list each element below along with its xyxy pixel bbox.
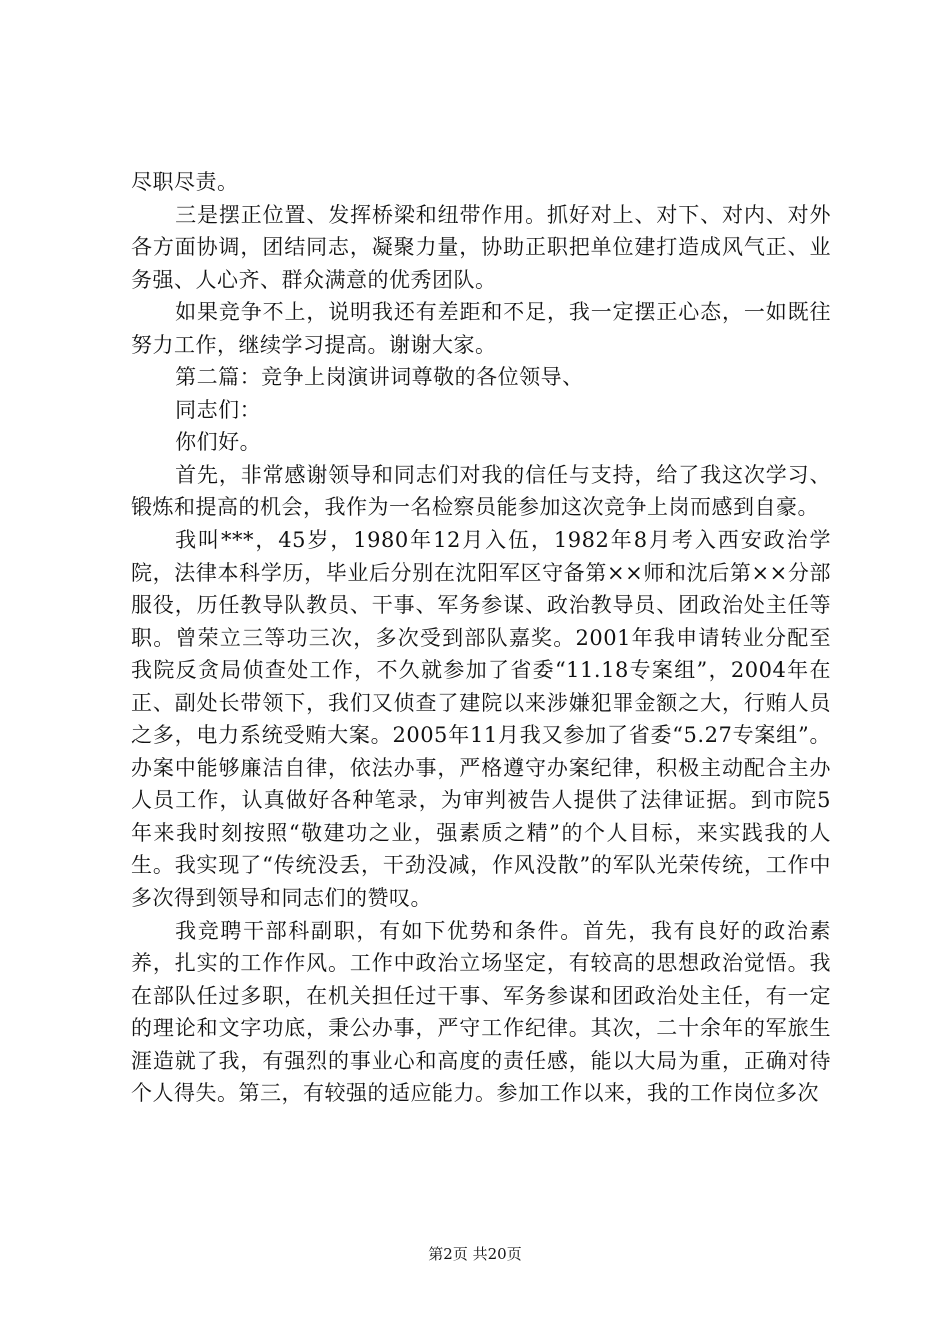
paragraph-6: 你们好。 xyxy=(175,430,262,455)
paragraph-8: 我叫***，45岁，1980年12月入伍，1982年8月考入西安政治学院，法律本科学历，毕业后分别在沈阳军区守备第××师和沈后第××分部服役，历任教导队教员、干事、军务参谋、政治教导员、团政治处主任等职。曾荣立三等功三次，多次受到部队嘉奖。2001年我申请转业分配至我院反贪局侦查处工作，不久就参加了省委“11.18专案组”，2004年在正、副处长带领下，我们又侦查了建院以来涉嫌犯罪金额之大，行贿人员之多，电力系统受贿大案。2005年11月我又参加了省委“5.27专案组”。办案中能够廉洁自律，依法办事，严格遵守办案纪律，积极主动配合主办人员工作，认真做好各种笔录，为审判被告人提供了法律证据。到市院5年来我时刻按照“敬建功之业，强素质之精”的个人目标，来实践我的人生。我实现了“传统没丢，干劲没减，作风没散”的军队光荣传统，工作中多次得到领导和同志们的赞叹。 xyxy=(131,528,831,911)
paragraph-7: 首先，非常感谢领导和同志们对我的信任与支持，给了我这次学习、锻炼和提高的机会，我作为一名检察员能参加这次竞争上岗而感到自豪。 xyxy=(131,462,831,520)
paragraph-5: 同志们： xyxy=(175,397,262,422)
paragraph-2: 三是摆正位置、发挥桥梁和纽带作用。抓好对上、对下、对内、对外各方面协调，团结同志，凝聚力量，协助正职把单位建打造成风气正、业务强、人心齐、群众满意的优秀团队。 xyxy=(131,202,831,292)
page-footer: 第2页 共20页 xyxy=(428,1245,522,1263)
paragraph-9: 我竞聘干部科副职，有如下优势和条件。首先，我有良好的政治素养，扎实的工作作风。工作中政治立场坚定，有较高的思想政治觉悟。我在部队任过多职，在机关担任过干事、军务参谋和团政治处主任，有一定的理论和文字功底，秉公办事，严守工作纪律。其次，二十余年的军旅生涯造就了我，有强烈的事业心和高度的责任感，能以大局为重，正确对待个人得失。第三，有较强的适应能力。参加工作以来，我的工作岗位多次 xyxy=(131,918,831,1106)
paragraph-1: 尽职尽责。 xyxy=(131,170,239,194)
paragraph-4: 第二篇：竞争上岗演讲词尊敬的各位领导、 xyxy=(175,365,584,390)
paragraph-3: 如果竞争不上，说明我还有差距和不足，我一定摆正心态，一如既往努力工作，继续学习提高。谢谢大家。 xyxy=(131,300,831,357)
document-body xyxy=(131,166,831,1110)
